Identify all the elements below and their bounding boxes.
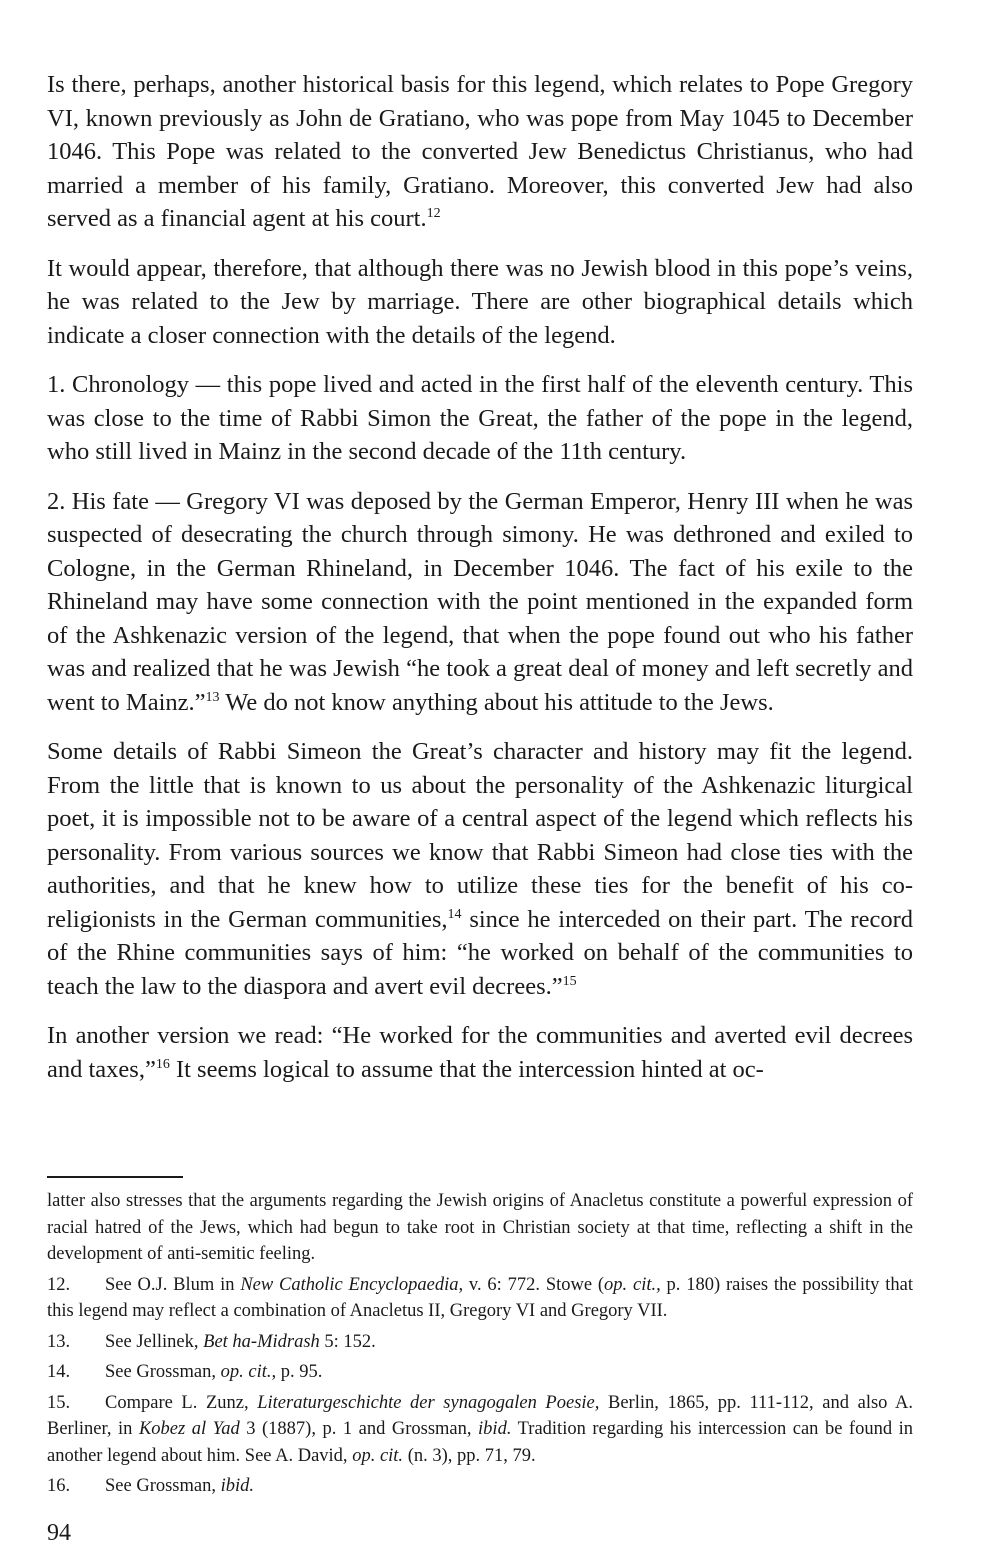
paragraph-5	[47, 735, 913, 1003]
main-text	[47, 68, 913, 1102]
footnote-text: (n. 3), pp. 71, 79.	[403, 1445, 536, 1466]
footnote-text: See Grossman,	[105, 1362, 221, 1382]
footnote-divider	[47, 1176, 183, 1178]
paragraph-3	[47, 368, 913, 469]
note-ref-13[interactable]: 13	[205, 689, 220, 705]
footnote-number: 12.	[47, 1274, 71, 1295]
paragraph-text: We do not know anything about his attitude to the Jews.	[219, 688, 774, 716]
paragraph-text: 2. His fate — Gregory VI was deposed by the German Emperor, Henry III when he was suspected of desecrating the church through simony. He was dethroned and exiled to Cologne, in the German Rhineland, in December 1046. The fact of his exile to the Rhineland may have some connection with the point mentioned in the expanded form of the Ashkenazic version of the legend, that when the pope found out who his father was and realized that he was Jewish “he took a great deal of money and left secretly and went to Mainz.”	[47, 487, 913, 716]
footnote-title: ibid.	[220, 1476, 255, 1496]
paragraph-text: Is there, perhaps, another historical basis for this legend, which relates to Pope Gregory VI, known previously as John de Gratiano, who was pope from May 1045 to December 1046. This Pope was related to the converted Jew Benedictus Christianus, who had married a member of his family, Gratiano. Moreover, this converted Jew had also served as a financial agent at his court.	[47, 71, 913, 232]
footnotes	[47, 1188, 913, 1504]
footnote-14	[47, 1359, 913, 1386]
paragraph-text: Some details of Rabbi Simeon the Great’s character and history may fit the legend. From the little that is known to us about the personality of the Ashkenazic liturgical poet, it is impossible not to be aware of a central aspect of the legend which reflects his personality. From various sources we know that Rabbi Simeon had close ties with the authorities, and that he knew how to utilize these ties for the benefit of his co-religionists in the German communities,	[47, 738, 913, 933]
footnote-text: 5: 152.	[319, 1331, 376, 1352]
footnote-text: See O.J. Blum in	[105, 1274, 241, 1295]
paragraph-text: It seems logical to assume that the intercession hinted at oc-	[169, 1055, 764, 1083]
footnote-title: Kobez al Yad	[138, 1419, 240, 1439]
footnote-title: ibid.	[478, 1419, 512, 1439]
footnote-number: 13.	[47, 1331, 71, 1352]
footnote-text: Tradition regarding his intercession can be found in another legend about him. See A. David,	[47, 1419, 913, 1466]
paragraph-2	[47, 252, 913, 353]
footnote-text: Compare L. Zunz,	[105, 1392, 258, 1413]
footnote-title: Bet ha-Midrash	[203, 1331, 320, 1352]
footnote-12	[47, 1272, 913, 1325]
paragraph-1	[47, 68, 913, 236]
paragraph-text: 1. Chronology — this pope lived and acted in the first half of the eleventh century. This was close to the time of Rabbi Simon the Great, the father of the pope in the legend, who still lived in Mainz in the second decade of the 11th century.	[47, 371, 913, 465]
footnote-text: 3 (1887), p. 1 and Grossman,	[239, 1419, 479, 1439]
note-ref-15[interactable]: 15	[562, 973, 577, 989]
note-ref-14[interactable]: 14	[447, 906, 462, 922]
note-ref-16[interactable]: 16	[155, 1056, 170, 1072]
footnote-number: 15.	[47, 1392, 71, 1413]
footnote-number: 16.	[47, 1476, 71, 1496]
footnote-title: op. cit.,	[604, 1274, 661, 1295]
footnote-text: Berlin, 1865, pp. 111-112, and also A. Berliner, in	[47, 1392, 913, 1439]
footnote-continuation: latter also stresses that the arguments regarding the Jewish origins of Anacletus constitute a powerful expression of racial hatred of the Jews, which had begun to take root in Christian society at that time, reflecting a shift in the development of anti-semitic feeling.	[47, 1191, 913, 1264]
paragraph-text: In another version we read: “He worked for the communities and averted evil decrees and taxes,”	[47, 1022, 913, 1083]
footnote-13	[47, 1329, 913, 1356]
paragraph-text: It would appear, therefore, that although there was no Jewish blood in this pope’s veins, he was related to the Jew by marriage. There are other biographical details which indicate a closer connection with the details of the legend.	[47, 254, 913, 349]
footnote-text: v. 6: 772. Stowe (	[463, 1274, 605, 1295]
footnote-number: 14.	[47, 1362, 71, 1382]
note-ref-12[interactable]: 12	[426, 206, 441, 221]
footnote-text: See Grossman,	[105, 1476, 221, 1496]
footnote-title: Literaturgeschichte der synagogalen Poesie,	[257, 1392, 600, 1413]
footnote-title: op. cit.	[352, 1445, 404, 1466]
page-number: 94	[47, 1520, 71, 1546]
footnote-text: p. 180) raises the possibility that this legend may reflect a combination of Anacletus II, Gregory VI and Gregory VII.	[47, 1274, 913, 1321]
paragraph-text: since he interceded on their part. The record of the Rhine communities says of him: “he worked on behalf of the communities to teach the law to the diaspora and avert evil decrees.”	[47, 905, 913, 1000]
paragraph-6	[47, 1019, 913, 1086]
footnote-text: See Jellinek,	[105, 1331, 204, 1352]
footnote-15	[47, 1390, 913, 1470]
footnote-16	[47, 1473, 913, 1500]
footnote-title: New Catholic Encyclopaedia,	[240, 1274, 464, 1295]
footnote-title: op. cit.,	[220, 1362, 277, 1382]
footnote-text: p. 95.	[276, 1362, 323, 1382]
paragraph-4	[47, 485, 913, 720]
